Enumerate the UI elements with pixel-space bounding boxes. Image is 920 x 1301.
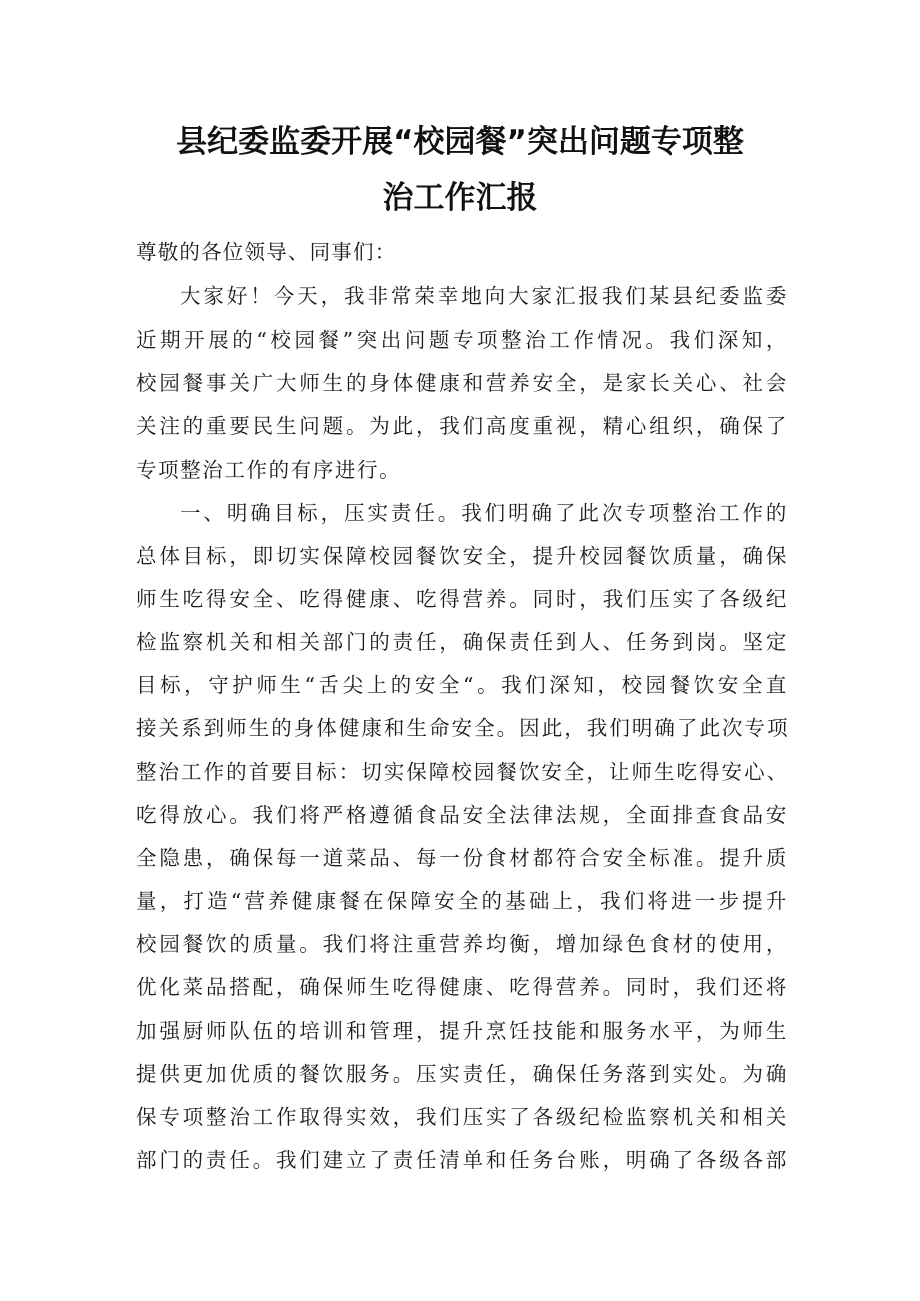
paragraph-line: 提供更加优质的餐饮服务。压实责任，确保任务落到实处。为确 xyxy=(136,1062,788,1086)
paragraph-line: 部门的责任。我们建立了责任清单和任务台账，明确了各级各部 xyxy=(136,1148,788,1172)
paragraph-line: 大家好！今天，我非常荣幸地向大家汇报我们某县纪委监委 xyxy=(180,284,788,308)
paragraph-line: 近期开展的“校园餐”突出问题专项整治工作情况。我们深知， xyxy=(136,328,788,352)
paragraph-line: 检监察机关和相关部门的责任，确保责任到人、任务到岗。坚定 xyxy=(136,630,788,654)
paragraph-line: 整治工作的首要目标：切实保障校园餐饮安全，让师生吃得安心、 xyxy=(136,760,788,784)
paragraph-line: 量，打造“营养健康餐在保障安全的基础上，我们将进一步提升 xyxy=(136,889,788,913)
document-title-line-1: 县纪委监委开展“校园餐”突出问题专项整 xyxy=(176,124,744,160)
paragraph-line: 一、明确目标，压实责任。我们明确了此次专项整治工作的 xyxy=(180,501,788,525)
salutation: 尊敬的各位领导、同事们： xyxy=(136,240,397,264)
document-title-line-2: 治工作汇报 xyxy=(382,180,538,216)
paragraph-line: 保专项整治工作取得实效，我们压实了各级纪检监察机关和相关 xyxy=(136,1105,788,1129)
paragraph-line: 接关系到师生的身体健康和生命安全。因此，我们明确了此次专项 xyxy=(136,716,788,740)
paragraph-line: 师生吃得安全、吃得健康、吃得营养。同时，我们压实了各级纪 xyxy=(136,587,788,611)
paragraph-line: 校园餐事关广大师生的身体健康和营养安全，是家长关心、社会 xyxy=(136,371,788,395)
paragraph-line: 关注的重要民生问题。为此，我们高度重视，精心组织，确保了 xyxy=(136,414,788,438)
paragraph-line: 吃得放心。我们将严格遵循食品安全法律法规，全面排查食品安 xyxy=(136,803,788,827)
paragraph-line: 校园餐饮的质量。我们将注重营养均衡，增加绿色食材的使用， xyxy=(136,932,788,956)
paragraph-line: 专项整治工作的有序进行。 xyxy=(136,458,402,482)
paragraph-line: 加强厨师队伍的培训和管理，提升烹饪技能和服务水平，为师生 xyxy=(136,1019,788,1043)
paragraph-line: 目标，守护师生“舌尖上的安全“。我们深知，校园餐饮安全直 xyxy=(136,673,788,697)
paragraph-line: 总体目标，即切实保障校园餐饮安全，提升校园餐饮质量，确保 xyxy=(136,544,788,568)
paragraph-line: 优化菜品搭配，确保师生吃得健康、吃得营养。同时，我们还将 xyxy=(136,975,788,999)
paragraph-line: 全隐患，确保每一道菜品、每一份食材都符合安全标准。提升质 xyxy=(136,846,788,870)
